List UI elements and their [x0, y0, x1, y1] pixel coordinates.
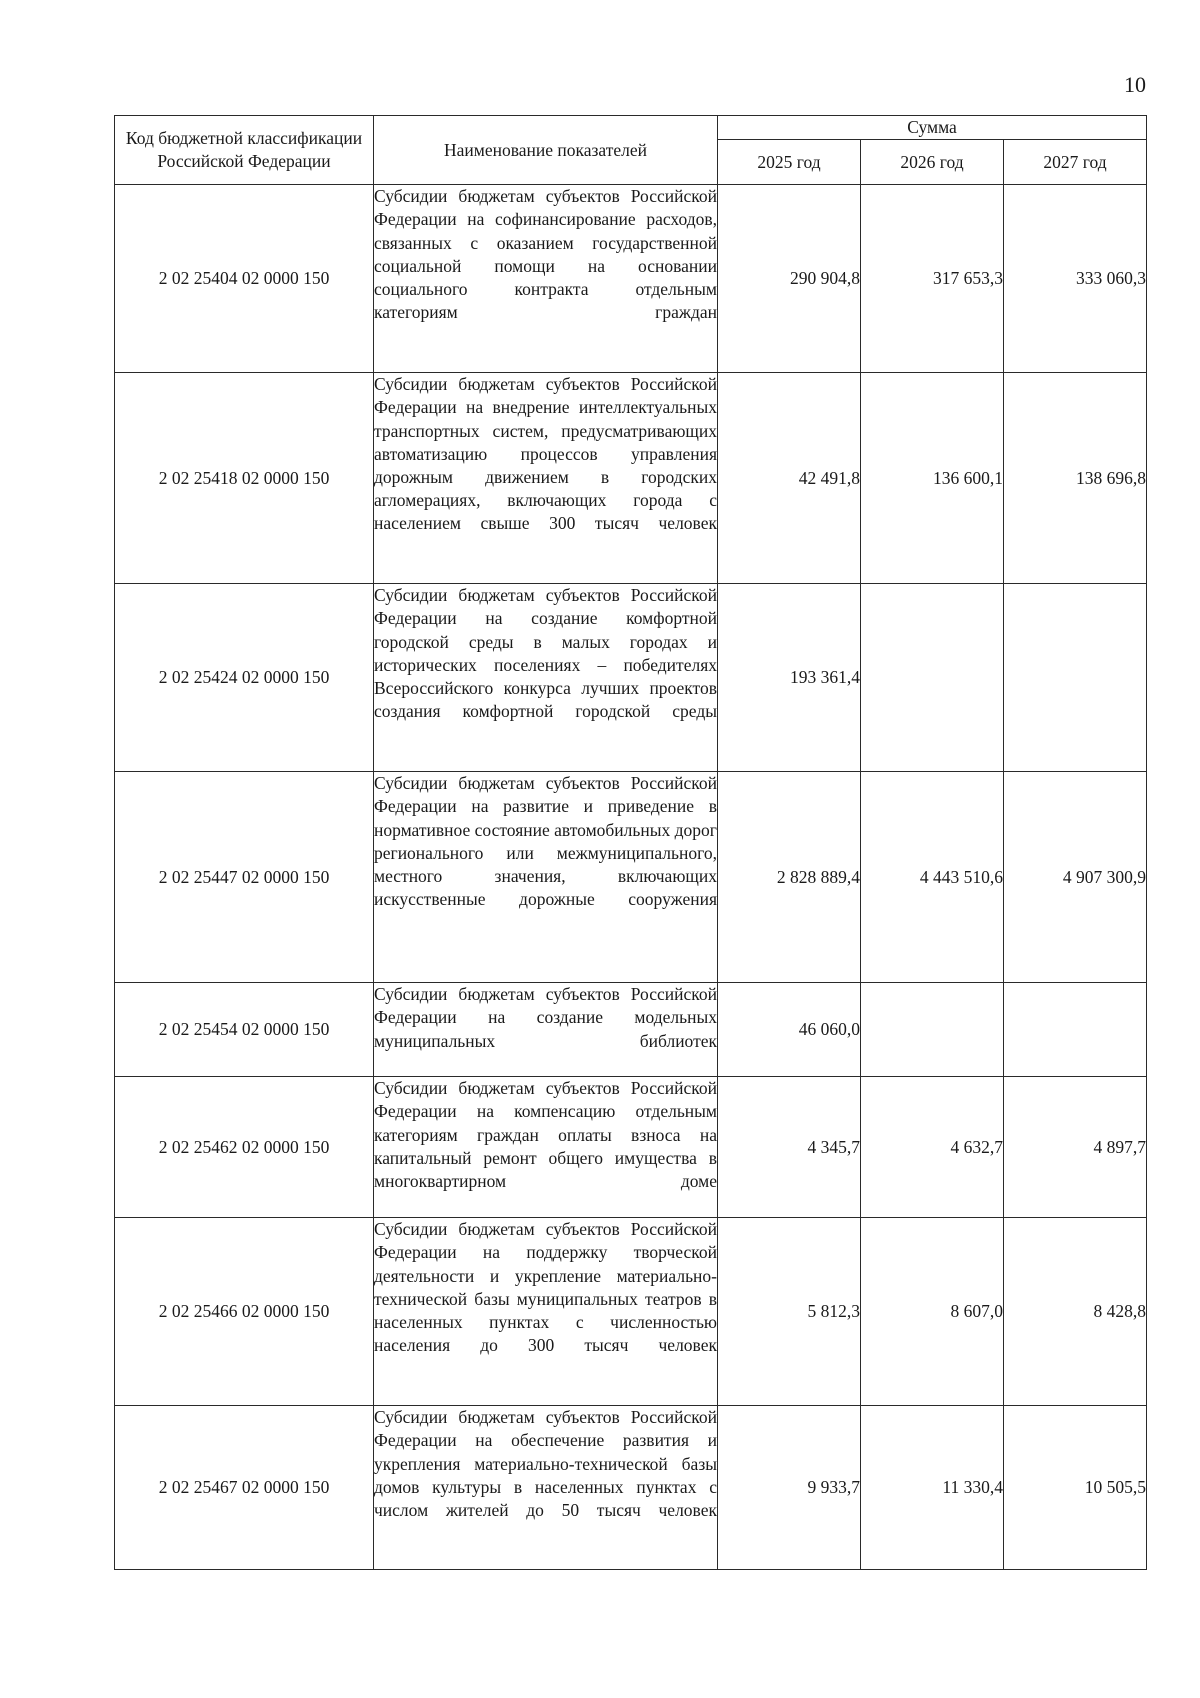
- row-code: 2 02 25454 02 0000 150: [115, 983, 374, 1077]
- row-value-2026: 8 607,0: [861, 1218, 1004, 1406]
- row-name: Субсидии бюджетам субъектов Российской Федерации на поддержку творческой деятельности и укрепление материально-технической базы муниципальных театров в населенных пунктах с численностью населения до 300 тысяч человек: [374, 1218, 718, 1406]
- header-name: Наименование показателей: [374, 116, 718, 185]
- row-name: Субсидии бюджетам субъектов Российской Федерации на обеспечение развития и укрепления материально-технической базы домов культуры в населенных пунктах с числом жителей до 50 тысяч человек: [374, 1406, 718, 1570]
- row-code: 2 02 25466 02 0000 150: [115, 1218, 374, 1406]
- row-name: Субсидии бюджетам субъектов Российской Федерации на компенсацию отдельным категориям граждан оплаты взноса на капитальный ремонт общего имущества в многоквартирном доме: [374, 1077, 718, 1218]
- row-value-2027: 333 060,3: [1004, 185, 1147, 373]
- row-value-2025: 193 361,4: [718, 584, 861, 772]
- row-value-2027: [1004, 983, 1147, 1077]
- row-value-2025: 5 812,3: [718, 1218, 861, 1406]
- table-body: [115, 185, 1147, 1570]
- row-value-2025: 290 904,8: [718, 185, 861, 373]
- row-name: Субсидии бюджетам субъектов Российской Федерации на софинансирование расходов, связанных с оказанием государственной социальной помощи на основании социального контракта отдельным категориям граждан: [374, 185, 718, 373]
- row-name: Субсидии бюджетам субъектов Российской Федерации на создание комфортной городской среды в малых городах и исторических поселениях – победителях Всероссийского конкурса лучших проектов создания комфортной городской среды: [374, 584, 718, 772]
- row-value-2025: 2 828 889,4: [718, 772, 861, 983]
- row-value-2026: [861, 584, 1004, 772]
- row-value-2026: 317 653,3: [861, 185, 1004, 373]
- table-row: [115, 1406, 1147, 1570]
- row-value-2026: 11 330,4: [861, 1406, 1004, 1570]
- row-value-2026: [861, 983, 1004, 1077]
- budget-table: [114, 115, 1147, 1570]
- table-row: [115, 185, 1147, 373]
- table-row: [115, 1077, 1147, 1218]
- row-value-2026: 136 600,1: [861, 373, 1004, 584]
- row-value-2026: 4 443 510,6: [861, 772, 1004, 983]
- row-code: 2 02 25418 02 0000 150: [115, 373, 374, 584]
- page-number: 10: [1124, 72, 1146, 97]
- row-name: Субсидии бюджетам субъектов Российской Федерации на создание модельных муниципальных библиотек: [374, 983, 718, 1077]
- row-code: 2 02 25467 02 0000 150: [115, 1406, 374, 1570]
- row-value-2025: 46 060,0: [718, 983, 861, 1077]
- row-value-2027: 10 505,5: [1004, 1406, 1147, 1570]
- row-value-2027: 4 897,7: [1004, 1077, 1147, 1218]
- row-value-2025: 42 491,8: [718, 373, 861, 584]
- table-row: [115, 373, 1147, 584]
- row-name: Субсидии бюджетам субъектов Российской Федерации на развитие и приведение в нормативное состояние автомобильных дорог регионального или межмуниципального, местного значения, включающих искусственные дорожные сооружения: [374, 772, 718, 983]
- row-code: 2 02 25447 02 0000 150: [115, 772, 374, 983]
- row-value-2026: 4 632,7: [861, 1077, 1004, 1218]
- header-year-2025: 2025 год: [718, 140, 861, 185]
- row-value-2027: [1004, 584, 1147, 772]
- row-value-2027: 4 907 300,9: [1004, 772, 1147, 983]
- table-row: [115, 584, 1147, 772]
- row-name: Субсидии бюджетам субъектов Российской Федерации на внедрение интеллектуальных транспортных систем, предусматривающих автоматизацию процессов управления дорожным движением в городских агломерациях, включающих города с населением свыше 300 тысяч человек: [374, 373, 718, 584]
- table-row: [115, 772, 1147, 983]
- row-value-2027: 8 428,8: [1004, 1218, 1147, 1406]
- header-year-2026: 2026 год: [861, 140, 1004, 185]
- row-code: 2 02 25462 02 0000 150: [115, 1077, 374, 1218]
- row-code: 2 02 25424 02 0000 150: [115, 584, 374, 772]
- row-value-2027: 138 696,8: [1004, 373, 1147, 584]
- row-value-2025: 9 933,7: [718, 1406, 861, 1570]
- table-row: [115, 983, 1147, 1077]
- table-row: [115, 1218, 1147, 1406]
- header-sum: Сумма: [718, 116, 1147, 140]
- row-code: 2 02 25404 02 0000 150: [115, 185, 374, 373]
- row-value-2025: 4 345,7: [718, 1077, 861, 1218]
- table-header: [115, 116, 1147, 185]
- header-code: Код бюджетной классификации Российской Федерации: [115, 116, 374, 185]
- header-year-2027: 2027 год: [1004, 140, 1147, 185]
